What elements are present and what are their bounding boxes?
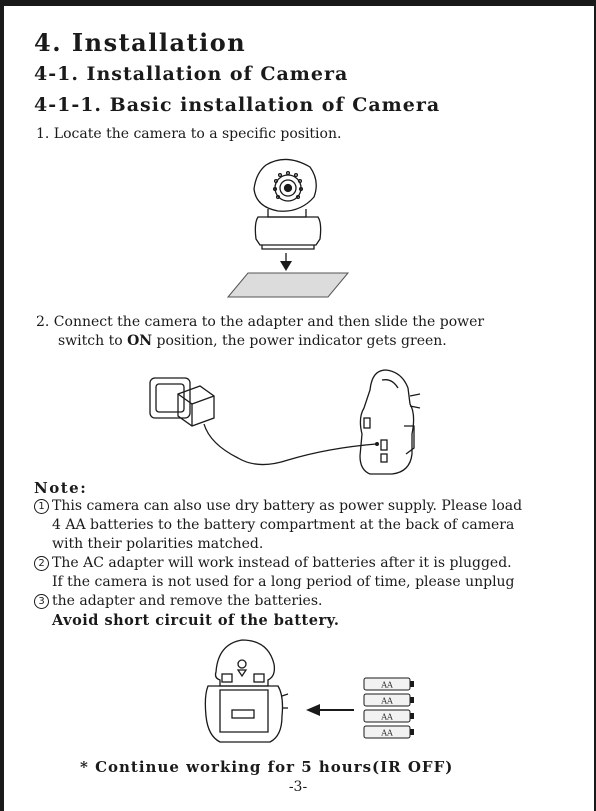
note-line-5: If the camera is not used for a long period of time, please unplug	[52, 574, 515, 590]
note-title: Note:	[34, 479, 88, 497]
note-line-1: 1 This camera can also use dry battery as power supply. Please load	[34, 498, 522, 514]
note-marker-2: 2	[34, 556, 49, 571]
subsection-heading: 4-1. Installation of Camera	[34, 63, 349, 85]
battery-compartment-illustration	[198, 636, 298, 746]
adapter-connection-illustration	[148, 364, 428, 479]
page-border-top	[0, 0, 596, 6]
aa-battery-label: AA	[381, 728, 393, 738]
on-position-label: ON	[127, 333, 153, 349]
page-number: -3-	[288, 779, 308, 795]
note-line-3: with their polarities matched.	[52, 536, 264, 552]
battery-door-icon	[220, 690, 268, 732]
camera-back-icon	[216, 640, 275, 686]
note-line-4: 2 The AC adapter will work instead of batteries after it is plugged.	[34, 555, 512, 571]
note-line-6: 3 the adapter and remove the batteries.	[34, 593, 322, 609]
continue-working-note: * Continue working for 5 hours(IR OFF)	[80, 758, 454, 776]
aa-battery-label: AA	[381, 712, 393, 722]
step-2-text-line-2: switch to ON position, the power indicator gets green.	[58, 333, 447, 349]
note-marker-1: 1	[34, 499, 49, 514]
aa-battery-icon	[364, 678, 414, 690]
section-heading: 4. Installation	[34, 28, 247, 57]
camera-placement-illustration	[206, 153, 366, 298]
note-marker-3: 3	[34, 594, 49, 609]
aa-battery-label: AA	[381, 680, 393, 690]
note-line-2: 4 AA batteries to the battery compartment at the back of camera	[52, 517, 515, 533]
step-2-text-line-1: 2. Connect the camera to the adapter and then slide the power	[36, 314, 485, 330]
page-border-left	[0, 0, 4, 811]
note-warning: Avoid short circuit of the battery.	[52, 612, 340, 629]
aa-batteries-illustration	[362, 676, 418, 740]
subsubsection-heading: 4-1-1. Basic installation of Camera	[34, 94, 441, 116]
aa-battery-icon	[364, 710, 414, 722]
aa-battery-label: AA	[381, 696, 393, 706]
arrow-left-icon	[306, 703, 356, 717]
step-1-text: 1. Locate the camera to a specific position.	[36, 126, 342, 142]
aa-battery-icon	[364, 694, 414, 706]
aa-battery-icon	[364, 726, 414, 738]
